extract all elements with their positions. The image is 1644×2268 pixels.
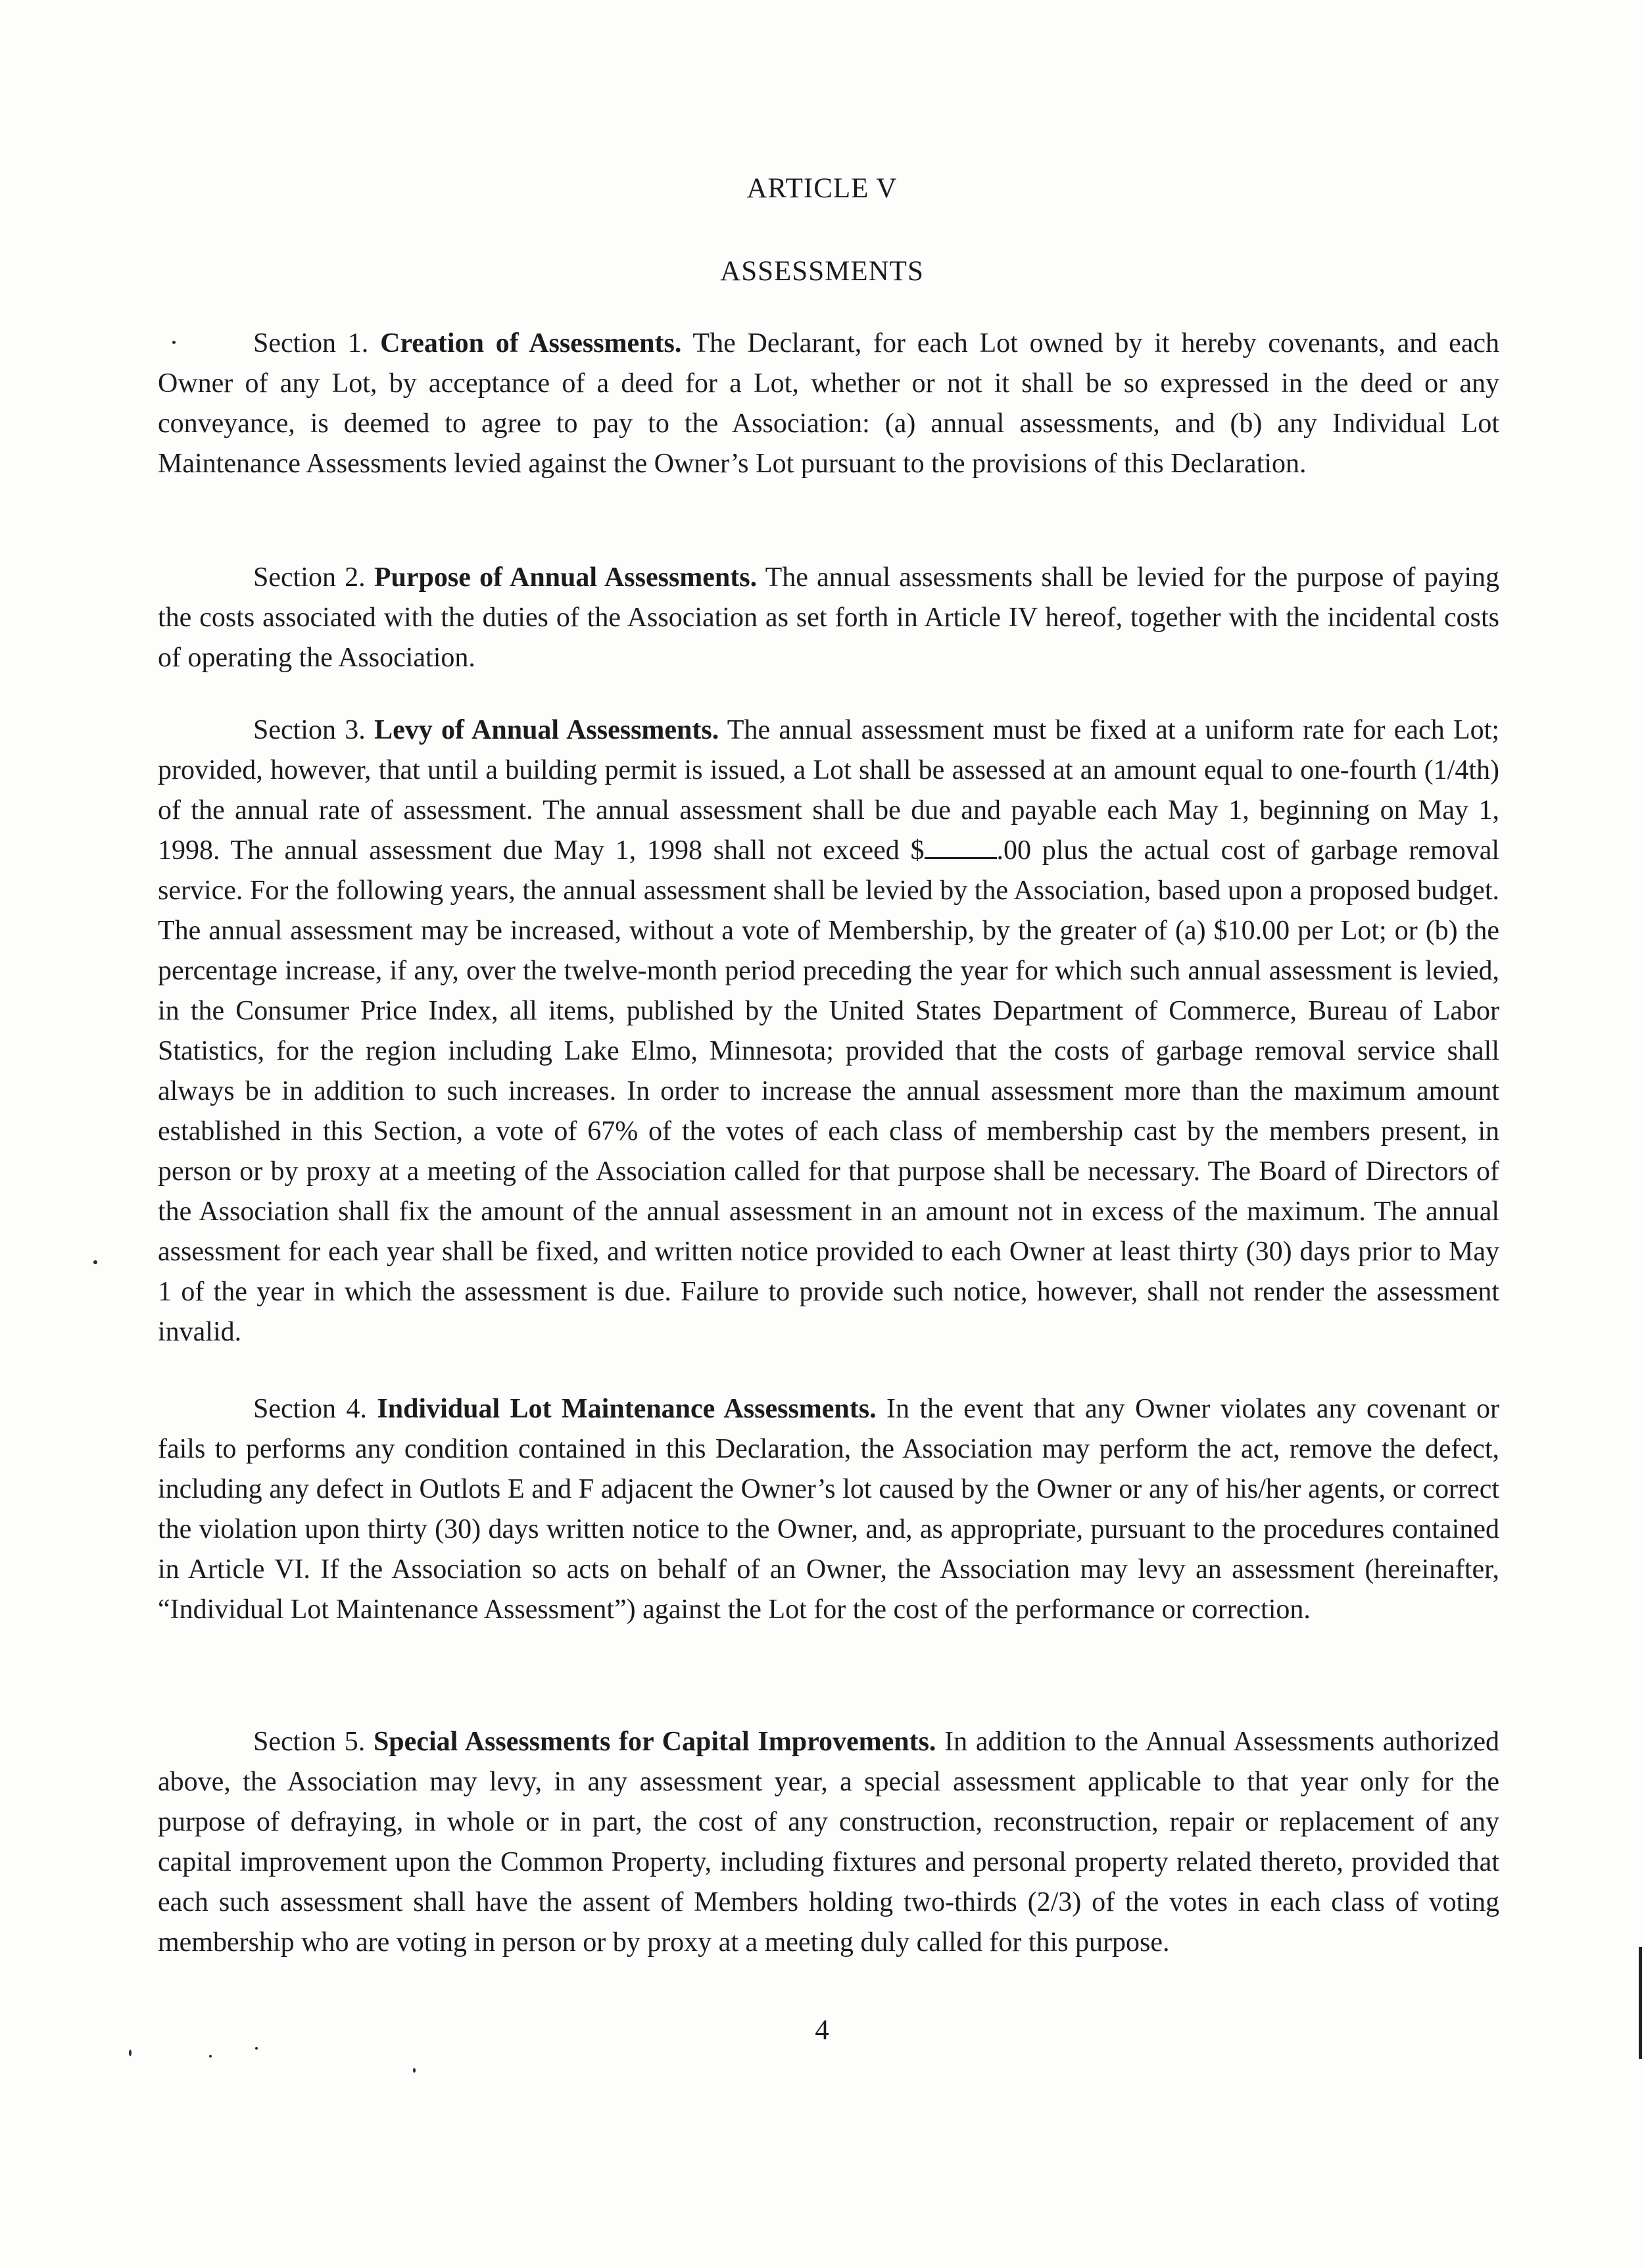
- scan-speck: [93, 1260, 97, 1264]
- scan-speck: [129, 2050, 132, 2056]
- amount-blank-line: [925, 835, 997, 859]
- section-1-paragraph: [158, 324, 1499, 484]
- section-4-heading: [253, 1394, 877, 1424]
- section-3-paragraph: [158, 710, 1499, 1352]
- section-2-body: The annual assessments shall be levied for the purpose of paying the costs associated with the duties of the Association as set forth in Article IV hereof, together with the incidental costs of operating the Association.: [158, 562, 1500, 673]
- section-4-number: Section 4.: [253, 1394, 367, 1424]
- section-5-heading: [253, 1727, 936, 1757]
- section-2-heading: [253, 562, 757, 593]
- section-4-body: In the event that any Owner violates any covenant or fails to performs any condition contained in this Declaration, the Association may perform the act, remove the defect, including any defect in Outlots E and F adjacent the Owner’s lot caused by the Owner or any of his/her agents, or correct the violation upon thirty (30) days written notice to the Owner, and, as appropriate, pursuant to the procedures contained in Article VI. If the Association so acts on behalf of an Owner, the Association may levy an assessment (hereinafter, “Individual Lot Maintenance Assessment”) against the Lot for the cost of the performance or correction.: [158, 1394, 1499, 1625]
- section-1-heading: [253, 328, 681, 358]
- section-3-heading: [253, 715, 719, 745]
- section-5-paragraph: [158, 1722, 1499, 1963]
- section-2-number: Section 2.: [253, 562, 366, 593]
- section-2-paragraph: [158, 558, 1499, 678]
- section-4-title: Individual Lot Maintenance Assessments.: [377, 1394, 877, 1424]
- section-3-number: Section 3.: [253, 715, 366, 745]
- section-1-body: The Declarant, for each Lot owned by it hereby covenants, and each Owner of any Lot, by acceptance of a deed for a Lot, whether or not it shall be so expressed in the deed or any conveyance, is deemed to agree to pay to the Association: (a) annual assessments, and (b) any Individual Lot Maintenance Assessments levied against the Owner’s Lot pursuant to the provisions of this Declaration.: [158, 328, 1499, 479]
- page-number: 4: [815, 2015, 829, 2046]
- section-3-title: Levy of Annual Assessments.: [374, 715, 719, 745]
- section-2-title: Purpose of Annual Assessments.: [374, 562, 758, 593]
- section-3-body-end: .00 plus the actual cost of garbage removal service. For the following years, the annual assessment shall be levied by the Association, based upon a proposed budget. The annual assessment may be increased, without a vote of Membership, by the greater of (a) $10.00 per Lot; or (b) the percentage increase, if any, over the twelve-month period preceding the year for which such annual assessment is levied, in the Consumer Price Index, all items, published by the United States Department of Commerce, Bureau of Labor Statistics, for the region including Lake Elmo, Minnesota; provided that the costs of garbage removal service shall always be in addition to such increases. In order to increase the annual assessment more than the maximum amount established in this Section, a vote of 67% of the votes of each class of membership cast by the members present, in person or by proxy at a meeting of the Association called for that purpose shall be necessary. The Board of Directors of the Association shall fix the amount of the annual assessment in an amount not in excess of the maximum. The annual assessment for each year shall be fixed, and written notice provided to each Owner at least thirty (30) days prior to May 1 of the year in which the assessment is due. Failure to provide such notice, however, shall not render the assessment invalid.: [158, 835, 1499, 1347]
- section-1-number: Section 1.: [253, 328, 369, 358]
- article-subtitle: ASSESSMENTS: [720, 256, 924, 287]
- section-1-title: Creation of Assessments.: [380, 328, 682, 358]
- section-5-title: Special Assessments for Capital Improvements.: [373, 1727, 936, 1757]
- section-4-paragraph: [158, 1389, 1499, 1630]
- scan-speck: [255, 2047, 258, 2050]
- scan-speck: [172, 341, 176, 344]
- section-3-body-start: The annual assessment must be fixed at a uniform rate for each Lot; provided, however, that until a building permit is issued, a Lot shall be assessed at an amount equal to one-fourth (1/4th) of the annual rate of assessment. The annual assessment shall be due and payable each May 1, beginning on May 1, 1998. The annual assessment due May 1, 1998 shall not exceed $: [158, 715, 1499, 866]
- scan-speck: [413, 2068, 416, 2073]
- scan-edge-mark: [1639, 1947, 1642, 2059]
- scan-speck: [209, 2055, 212, 2058]
- section-5-body: In addition to the Annual Assessments authorized above, the Association may levy, in any assessment year, a special assessment applicable to that year only for the purpose of defraying, in whole or in part, the cost of any construction, reconstruction, repair or replacement of any capital improvement upon the Common Property, including fixtures and personal property related thereto, provided that each such assessment shall have the assent of Members holding two-thirds (2/3) of the votes in each class of voting membership who are voting in person or by proxy at a meeting duly called for this purpose.: [158, 1727, 1500, 1958]
- article-title: ARTICLE V: [746, 173, 898, 204]
- section-5-number: Section 5.: [253, 1727, 366, 1757]
